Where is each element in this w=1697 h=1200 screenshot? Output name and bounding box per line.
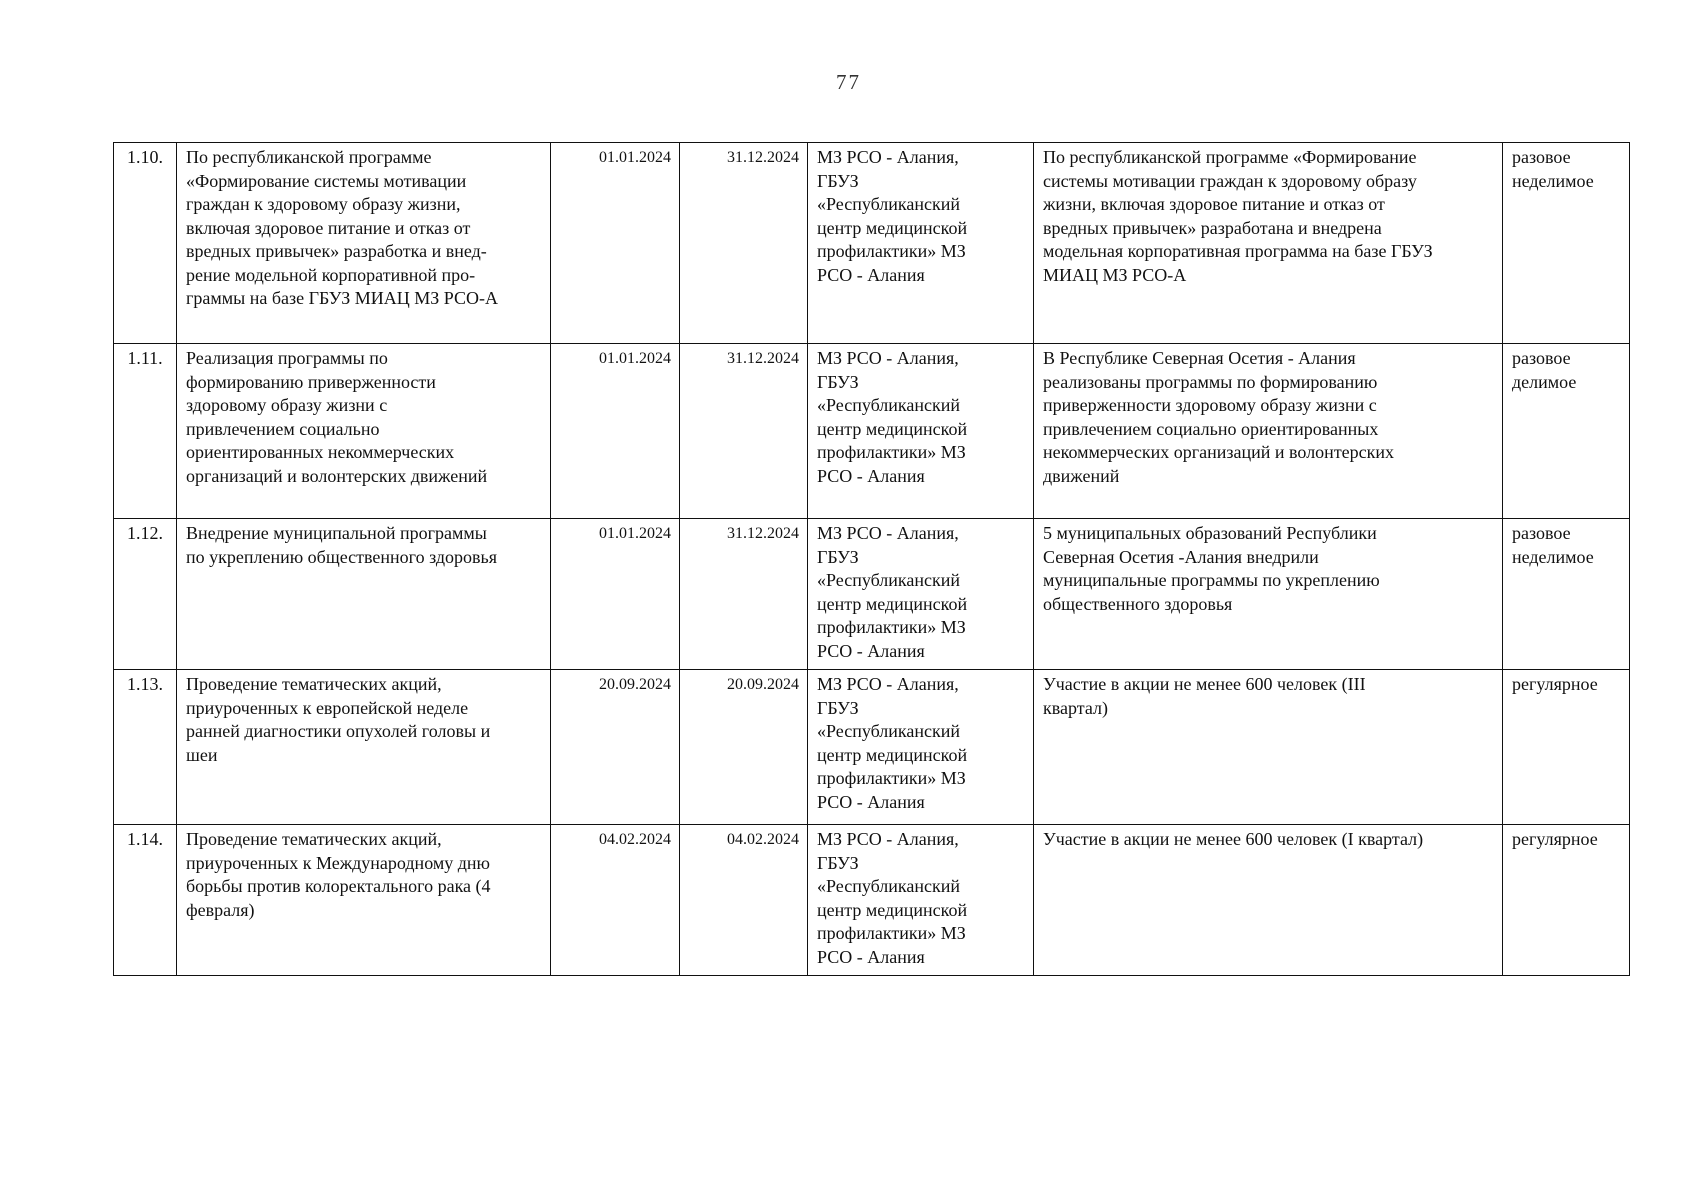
event-type: регулярное (1503, 670, 1630, 825)
end-date: 20.09.2024 (680, 670, 808, 825)
event-name: Проведение тематических акций, приуроченных к Международному дню борьбы против колоректального рака (4 февраля) (177, 825, 551, 976)
event-type: регулярное (1503, 825, 1630, 976)
page-number: 77 (836, 70, 861, 94)
event-type: разовое неделимое (1503, 519, 1630, 670)
row-number: 1.13. (114, 670, 177, 825)
expected-result: 5 муниципальных образований Республики Северная Осетия -Алания внедрили муниципальные программы по укреплению общественного здоровья (1034, 519, 1503, 670)
table-row (114, 670, 1630, 825)
end-date: 31.12.2024 (680, 143, 808, 344)
row-number: 1.14. (114, 825, 177, 976)
expected-result: Участие в акции не менее 600 человек (III квартал) (1034, 670, 1503, 825)
expected-result: По республиканской программе «Формирование системы мотивации граждан к здоровому образу жизни, включая здоровое питание и отказ от вредных привычек» разработана и внедрена модельная корпоративная программа на базе ГБУЗ МИАЦ МЗ РСО-А (1034, 143, 1503, 344)
start-date: 01.01.2024 (551, 519, 680, 670)
event-type: разовое делимое (1503, 344, 1630, 519)
event-name: Реализация программы по формированию приверженности здоровому образу жизни с привлечением социально ориентированных некоммерческих организаций и волонтерских движений (177, 344, 551, 519)
start-date: 01.01.2024 (551, 143, 680, 344)
responsible: МЗ РСО - Алания, ГБУЗ «Республиканский центр медицинской профилактики» МЗ РСО - Алания (808, 344, 1034, 519)
start-date: 20.09.2024 (551, 670, 680, 825)
event-name: Внедрение муниципальной программы по укреплению общественного здоровья (177, 519, 551, 670)
event-name: По республиканской программе «Формирование системы мотивации граждан к здоровому образу жизни, включая здоровое питание и отказ от вредных привычек» разработка и внед- рение модельной корпоративной про- граммы на базе ГБУЗ МИАЦ МЗ РСО-А (177, 143, 551, 344)
row-number: 1.11. (114, 344, 177, 519)
table-row (114, 825, 1630, 976)
event-name: Проведение тематических акций, приуроченных к европейской неделе ранней диагностики опухолей головы и шеи (177, 670, 551, 825)
responsible: МЗ РСО - Алания, ГБУЗ «Республиканский центр медицинской профилактики» МЗ РСО - Алания (808, 519, 1034, 670)
expected-result: В Республике Северная Осетия - Алания реализованы программы по формированию приверженности здоровому образу жизни с привлечением социально ориентированных некоммерческих организаций и волонтерских движений (1034, 344, 1503, 519)
table-row (114, 344, 1630, 519)
row-number: 1.12. (114, 519, 177, 670)
responsible: МЗ РСО - Алания, ГБУЗ «Республиканский центр медицинской профилактики» МЗ РСО - Алания (808, 143, 1034, 344)
responsible: МЗ РСО - Алания, ГБУЗ «Республиканский центр медицинской профилактики» МЗ РСО - Алания (808, 825, 1034, 976)
end-date: 31.12.2024 (680, 519, 808, 670)
end-date: 04.02.2024 (680, 825, 808, 976)
end-date: 31.12.2024 (680, 344, 808, 519)
row-number: 1.10. (114, 143, 177, 344)
plan-table (113, 142, 1630, 976)
start-date: 04.02.2024 (551, 825, 680, 976)
event-type: разовое неделимое (1503, 143, 1630, 344)
expected-result: Участие в акции не менее 600 человек (I квартал) (1034, 825, 1503, 976)
table-row (114, 143, 1630, 344)
responsible: МЗ РСО - Алания, ГБУЗ «Республиканский центр медицинской профилактики» МЗ РСО - Алания (808, 670, 1034, 825)
table-row (114, 519, 1630, 670)
start-date: 01.01.2024 (551, 344, 680, 519)
